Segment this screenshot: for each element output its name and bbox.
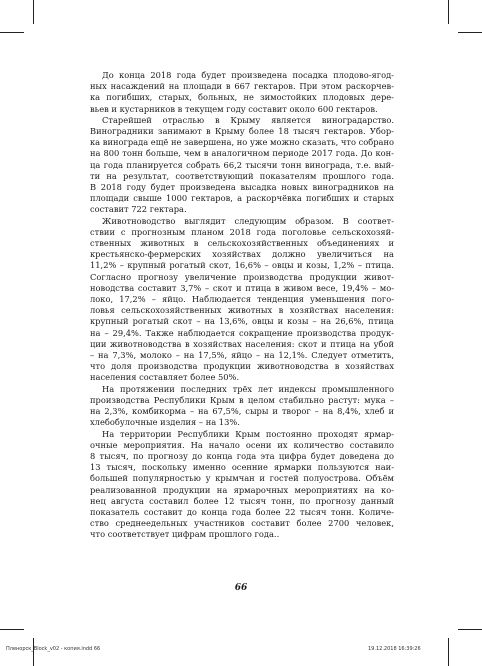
text-line: что соответствует цифрам прошлого года.. — [90, 529, 280, 540]
crop-mark-top-left-h — [0, 32, 24, 33]
text-line: На территории Республики Крым постоянно проходят ярмар- — [102, 428, 394, 439]
text-line: ловья сельскохозяйственных животных в хозяйствах населения: — [90, 305, 394, 316]
text-line: Животноводство выглядит следующим образом. В соответ- — [102, 215, 394, 226]
crop-mark-bottom-right-v — [448, 638, 449, 666]
text-line: На протяжении последних трёх лет индексы промышленного — [102, 383, 394, 394]
crop-mark-bottom-left-v — [33, 638, 34, 666]
page-number: 66 — [234, 583, 248, 593]
crop-mark-bottom-right-h — [458, 629, 482, 630]
text-line: что доля производства продукции животноводства в хозяйствах — [90, 361, 394, 372]
text-line: производства Республики Крым в целом стабильно растут: мука – — [90, 394, 394, 405]
footer-file-info: Пленорск_Block_v02 - копия.indd 66 — [6, 646, 101, 652]
text-line: ных насаждений на площади в 667 гектаров. При этом раскорчев- — [90, 81, 394, 92]
text-line: новодства составит 3,7% – скот и птица в живом весе, 19,4% – мо- — [90, 282, 394, 293]
crop-mark-top-left-v — [33, 0, 34, 24]
body-text — [90, 70, 394, 541]
paragraph — [90, 70, 394, 115]
text-line: большей популярностью у крымчан и гостей полуострова. Объём — [90, 473, 394, 484]
text-line: 11,2% – крупный рогатый скот, 16,6% – овцы и козы, 1,2% – птица. — [90, 260, 394, 271]
text-line: реализованной продукции на ярмарочных мероприятиях на ко- — [90, 484, 394, 495]
crop-mark-bottom-left-h — [0, 629, 24, 630]
text-line: на 800 тонн больше, чем в аналогичном периоде 2017 года. До кон- — [90, 148, 394, 159]
text-line: ство среднеедельных участников составит более 2700 человек, — [90, 518, 394, 529]
footer-timestamp: 19.12.2018 16:39:26 — [368, 646, 421, 652]
text-line: До конца 2018 года будет произведена посадка плодово-ягод- — [102, 70, 394, 80]
text-line: на 2,3%, комбикорма – на 67,5%, сыры и творог – на 8,4%, хлеб и — [90, 406, 394, 417]
text-line: 8 тысяч, по прогнозу до конца года эта цифра будет доведена до — [90, 450, 394, 461]
text-line: нец августа составил более 12 тысяч тонн, по прогнозу данный — [90, 495, 394, 506]
crop-mark-top-right-v — [448, 0, 449, 24]
text-line: ца года планируется собрать 66,2 тысячи тонн винограда, т.е. вый- — [90, 159, 394, 170]
text-line: ка погибших, старых, больных, не зимостойких плодовых дере- — [90, 92, 394, 103]
text-line: составит 722 гектара. — [90, 204, 187, 215]
text-line: – на 7,3%, молоко – на 17,5%, яйцо – на 12,1%. Следует отметить, — [90, 350, 394, 361]
text-line: хлебобулочные изделия – на 13%. — [90, 417, 240, 428]
paragraph — [90, 429, 394, 541]
text-line: ти на результат, соответствующий показателям прошлого года. — [90, 170, 394, 181]
text-line: крупный рогатый скот – на 13,6%, овцы и козы – на 26,6%, птица — [90, 316, 394, 327]
text-line: очные мероприятия. На начало осени их количество составило — [90, 439, 394, 450]
paragraph — [90, 115, 394, 216]
text-line: Согласно прогнозу увеличение производства продукции живот- — [90, 271, 394, 282]
text-line: Старейшей отраслью в Крыму является виноградарство. — [102, 114, 394, 125]
crop-mark-top-right-h — [458, 32, 482, 33]
text-line: ка винограда ещё не завершена, но уже можно сказать, что собрано — [90, 137, 395, 148]
text-line: ции животноводства в хозяйствах населения: скот и птица на убой — [90, 338, 394, 349]
text-line: показатель составит до конца года более 22 тысяч тонн. Количе- — [90, 506, 394, 517]
text-line: ственных животных в сельскохозяйственных объединениях и — [90, 238, 394, 249]
text-line: 13 тысяч, поскольку именно осенние ярмарки пользуются наи- — [90, 462, 394, 473]
text-line: локо, 17,2% – яйцо. Наблюдается тенденция уменьшения пого- — [90, 294, 394, 305]
text-line: населения составляет более 50%. — [90, 372, 240, 383]
text-line: площади свыше 1000 гектаров, а раскорчёвка погибших и старых — [90, 193, 394, 204]
text-line: вьев и кустарников в текущем году составит около 600 гектаров. — [90, 103, 378, 114]
paragraph — [90, 384, 394, 429]
text-line: В 2018 году будет произведена высадка новых виноградников на — [90, 182, 394, 193]
text-line: Виноградники занимают в Крыму более 18 тысяч гектаров. Убор- — [90, 126, 394, 137]
paragraph — [90, 216, 394, 384]
text-line: крестьянско-фермерских хозяйствах должно увеличиться на — [90, 249, 394, 260]
text-line: ствии с прогнозным планом 2018 года поголовье сельскохозяй- — [90, 226, 394, 237]
text-line: на – 29,4%. Также наблюдается сокращение производства продук- — [90, 327, 394, 338]
